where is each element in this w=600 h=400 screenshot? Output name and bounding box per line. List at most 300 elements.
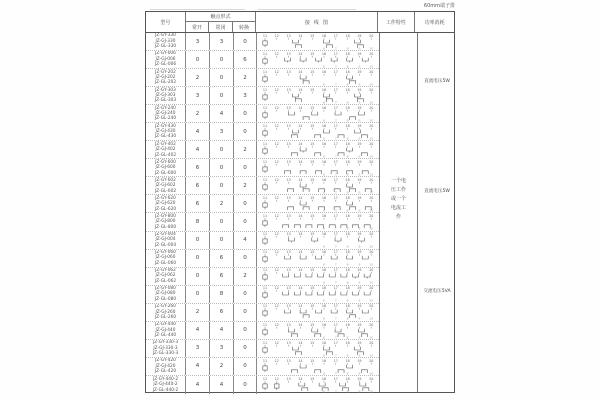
svg-text:9: 9 — [358, 335, 361, 339]
svg-text:7: 7 — [334, 335, 337, 339]
model-number: JZ-GY-430 — [155, 123, 176, 129]
svg-text:7: 7 — [334, 280, 337, 285]
model-number: JZ-GY-240 — [155, 105, 176, 111]
model-cell — [146, 250, 186, 267]
header-contact-form — [186, 12, 257, 32]
svg-text:9: 9 — [358, 316, 361, 321]
model-number: JZ-GY-620 — [155, 195, 176, 201]
svg-text:17: 17 — [333, 105, 338, 110]
svg-text:15: 15 — [310, 160, 315, 165]
svg-text:7: 7 — [334, 226, 337, 231]
svg-text:19: 19 — [357, 304, 362, 309]
model-number: JZ-GL-330-3 — [152, 351, 179, 357]
svg-text:14: 14 — [298, 105, 303, 110]
svg-text:9: 9 — [358, 100, 361, 105]
svg-text:10: 10 — [369, 389, 374, 394]
wiring-diagram — [257, 286, 379, 303]
svg-text:16: 16 — [321, 358, 327, 363]
count-normally-closed: 4 — [210, 105, 234, 122]
table-row — [146, 141, 379, 159]
svg-text:20: 20 — [369, 286, 374, 291]
model-number: JZ-GJ-420 — [155, 363, 176, 369]
svg-text:14: 14 — [298, 268, 303, 273]
wiring-diagram — [257, 177, 379, 194]
count-changeover: 0 — [234, 105, 257, 122]
svg-text:15: 15 — [310, 377, 315, 382]
count-changeover: 4 — [234, 232, 257, 249]
svg-text:10: 10 — [369, 46, 374, 51]
model-cell — [146, 69, 186, 86]
svg-text:9: 9 — [358, 64, 361, 69]
svg-text:8: 8 — [346, 64, 349, 69]
svg-text:14: 14 — [298, 33, 303, 38]
model-number: JZ-GY-260 — [155, 304, 176, 310]
model-number: JZ-GL-420 — [154, 369, 177, 375]
table-row — [146, 286, 379, 304]
count-normally-closed: 8 — [210, 286, 234, 303]
model-number: JZ-GJ-202 — [155, 74, 176, 80]
wiring-diagram — [257, 304, 379, 321]
model-number: JZ-GL-800 — [154, 224, 177, 230]
svg-text:20: 20 — [369, 87, 374, 92]
svg-text:14: 14 — [298, 142, 303, 147]
count-normally-closed: 4 — [210, 322, 234, 339]
svg-text:7: 7 — [334, 100, 337, 105]
wiring-diagram — [257, 340, 379, 357]
svg-text:17: 17 — [333, 358, 338, 363]
header-wiring-diagram: 接线图 — [256, 12, 377, 32]
svg-text:16: 16 — [321, 340, 327, 345]
svg-text:20: 20 — [369, 105, 374, 110]
svg-text:7: 7 — [334, 82, 337, 87]
svg-text:16: 16 — [321, 105, 327, 110]
model-number: JZ-GY-006 — [155, 51, 176, 57]
svg-text:6: 6 — [323, 46, 325, 51]
svg-text:18: 18 — [345, 250, 350, 255]
count-normally-closed: 0 — [210, 232, 234, 249]
svg-text:18: 18 — [345, 232, 350, 237]
svg-text:15: 15 — [310, 124, 315, 129]
svg-text:20: 20 — [369, 69, 374, 74]
svg-text:6: 6 — [323, 118, 325, 123]
svg-text:12: 12 — [274, 377, 279, 382]
svg-text:11: 11 — [262, 160, 268, 165]
svg-text:20: 20 — [369, 196, 374, 201]
svg-text:13: 13 — [286, 33, 291, 38]
model-number: JZ-GJ-303 — [155, 92, 176, 98]
table-row — [146, 340, 379, 358]
svg-text:6: 6 — [323, 371, 325, 375]
svg-text:12: 12 — [274, 304, 279, 309]
svg-text:9: 9 — [358, 353, 361, 357]
table-row — [146, 232, 379, 250]
svg-text:17: 17 — [333, 214, 338, 219]
svg-text:17: 17 — [333, 286, 338, 291]
terminal-size-label: 60mm端子排 — [423, 3, 455, 9]
model-cell — [146, 304, 186, 321]
count-changeover: 0 — [234, 358, 257, 375]
svg-text:10: 10 — [369, 82, 374, 87]
svg-text:15: 15 — [310, 105, 315, 110]
svg-text:12: 12 — [274, 142, 279, 147]
svg-text:14: 14 — [298, 340, 303, 345]
svg-text:10: 10 — [369, 335, 374, 339]
svg-text:19: 19 — [357, 87, 362, 92]
count-normally-open: 4 — [186, 322, 210, 339]
svg-text:7: 7 — [334, 244, 337, 249]
svg-text:8: 8 — [346, 208, 349, 213]
svg-text:17: 17 — [333, 160, 338, 165]
model-number: JZ-GJ-004 — [155, 237, 176, 243]
svg-text:13: 13 — [286, 160, 291, 165]
model-cell — [146, 159, 186, 176]
svg-text:10: 10 — [369, 172, 374, 177]
count-changeover: 2 — [234, 177, 257, 194]
svg-text:7: 7 — [334, 371, 337, 375]
count-changeover: 2 — [234, 268, 257, 285]
svg-text:18: 18 — [345, 33, 350, 38]
svg-text:15: 15 — [310, 304, 315, 309]
svg-text:8: 8 — [346, 172, 349, 177]
svg-text:8: 8 — [346, 353, 349, 357]
header-changeover: 转换 — [239, 24, 250, 31]
header-contact-sub — [186, 22, 256, 32]
svg-text:17: 17 — [333, 268, 338, 273]
count-changeover: 0 — [234, 195, 257, 212]
svg-text:20: 20 — [369, 322, 374, 327]
svg-text:17: 17 — [333, 69, 338, 74]
svg-text:16: 16 — [321, 124, 327, 129]
header-working-characteristics: 工作特性 — [378, 12, 416, 32]
svg-text:15: 15 — [310, 286, 315, 291]
model-cell — [146, 268, 186, 285]
svg-text:7: 7 — [334, 262, 337, 267]
svg-text:11: 11 — [262, 304, 268, 309]
svg-text:14: 14 — [298, 304, 303, 309]
count-normally-closed: 0 — [210, 69, 234, 86]
svg-text:19: 19 — [357, 340, 362, 345]
svg-text:8: 8 — [346, 100, 349, 105]
count-normally-open: 4 — [186, 358, 210, 375]
count-normally-open: 8 — [186, 213, 210, 230]
count-normally-closed: 2 — [210, 195, 234, 212]
model-number: JZ-GL-402 — [154, 152, 177, 158]
svg-text:6: 6 — [323, 82, 325, 87]
count-normally-open: 2 — [186, 69, 210, 86]
table-row — [146, 268, 379, 286]
svg-text:16: 16 — [321, 322, 327, 327]
model-number: JZ-GY-303 — [155, 87, 176, 93]
model-number: JZ-GY-202 — [155, 69, 176, 75]
svg-text:14: 14 — [298, 51, 303, 56]
count-normally-open: 0 — [186, 51, 210, 68]
svg-text:6: 6 — [323, 154, 325, 159]
svg-text:8: 8 — [346, 136, 349, 141]
model-cell — [146, 177, 186, 194]
count-changeover: 0 — [234, 33, 257, 50]
svg-text:6: 6 — [323, 298, 325, 303]
svg-text:13: 13 — [286, 178, 291, 183]
svg-text:12: 12 — [274, 160, 279, 165]
svg-text:16: 16 — [321, 232, 327, 237]
svg-text:19: 19 — [357, 377, 362, 382]
wiring-diagram — [257, 376, 379, 394]
svg-text:10: 10 — [369, 244, 374, 249]
svg-text:13: 13 — [286, 69, 291, 74]
svg-text:16: 16 — [321, 268, 327, 273]
count-normally-open: 0 — [186, 232, 210, 249]
model-number: JZ-GL-440-2 — [152, 387, 179, 393]
svg-text:7: 7 — [334, 353, 337, 357]
svg-text:14: 14 — [298, 250, 303, 255]
wiring-diagram — [257, 33, 379, 50]
svg-text:18: 18 — [345, 286, 350, 291]
svg-text:11: 11 — [262, 196, 268, 201]
svg-text:14: 14 — [298, 160, 303, 165]
svg-text:13: 13 — [286, 340, 291, 345]
svg-text:9: 9 — [358, 190, 361, 195]
svg-text:18: 18 — [345, 105, 350, 110]
header-contact-form-label: 触点形式 — [186, 12, 256, 22]
count-changeover: 0 — [234, 322, 257, 339]
svg-text:7: 7 — [334, 46, 337, 51]
svg-text:12: 12 — [274, 33, 279, 38]
model-number: JZ-GL-060 — [154, 260, 177, 266]
table-row — [146, 304, 379, 322]
svg-text:11: 11 — [262, 69, 268, 74]
svg-text:14: 14 — [298, 69, 303, 74]
table-row — [146, 195, 379, 213]
wiring-diagram — [257, 250, 379, 267]
count-normally-closed: 6 — [210, 268, 234, 285]
model-number: JZ-GJ-080 — [155, 291, 176, 297]
table-row — [146, 33, 379, 51]
model-number: JZ-GL-062 — [154, 278, 177, 284]
svg-text:19: 19 — [357, 232, 362, 237]
svg-text:8: 8 — [346, 262, 349, 267]
model-cell — [146, 213, 186, 230]
svg-text:13: 13 — [286, 232, 291, 237]
model-number: JZ-GY-440 — [155, 322, 176, 328]
svg-text:10: 10 — [369, 136, 374, 141]
svg-text:18: 18 — [345, 340, 350, 345]
svg-text:13: 13 — [286, 304, 291, 309]
wiring-diagram — [257, 105, 379, 122]
svg-text:16: 16 — [321, 304, 327, 309]
svg-text:16: 16 — [321, 33, 327, 38]
svg-text:13: 13 — [286, 286, 291, 291]
model-cell — [146, 105, 186, 122]
svg-text:18: 18 — [345, 87, 350, 92]
svg-text:9: 9 — [358, 208, 361, 213]
count-normally-closed: 0 — [210, 141, 234, 158]
model-number: JZ-GL-006 — [154, 62, 177, 68]
svg-text:7: 7 — [334, 190, 337, 195]
svg-text:9: 9 — [358, 226, 361, 231]
power-note-dc-2: 直流电压5W — [424, 189, 450, 194]
svg-text:10: 10 — [369, 353, 374, 357]
svg-text:15: 15 — [310, 268, 315, 273]
model-number: JZ-GJ-620 — [155, 201, 176, 207]
model-cell — [146, 33, 186, 50]
svg-text:6: 6 — [323, 208, 325, 213]
svg-text:12: 12 — [274, 196, 279, 201]
svg-text:15: 15 — [310, 214, 315, 219]
svg-text:19: 19 — [357, 322, 362, 327]
svg-text:15: 15 — [310, 250, 315, 255]
svg-text:6: 6 — [323, 353, 325, 357]
wiring-diagram — [257, 87, 379, 104]
model-number: JZ-GY-330 — [155, 33, 176, 39]
svg-text:20: 20 — [369, 142, 374, 147]
svg-text:13: 13 — [286, 87, 291, 92]
svg-text:11: 11 — [262, 250, 268, 255]
svg-text:16: 16 — [321, 178, 327, 183]
svg-text:20: 20 — [369, 304, 374, 309]
svg-text:8: 8 — [346, 226, 349, 231]
table-row — [146, 123, 379, 141]
svg-text:7: 7 — [334, 154, 337, 159]
model-number: JZ-GJ-006 — [155, 56, 176, 62]
svg-text:13: 13 — [286, 196, 291, 201]
svg-text:10: 10 — [369, 154, 374, 159]
model-cell — [146, 87, 186, 104]
svg-text:20: 20 — [369, 268, 374, 273]
svg-text:9: 9 — [358, 262, 361, 267]
model-number: JZ-GJ-602 — [155, 183, 176, 189]
svg-text:16: 16 — [321, 196, 327, 201]
svg-text:14: 14 — [298, 124, 303, 129]
svg-text:17: 17 — [333, 87, 338, 92]
svg-text:9: 9 — [358, 172, 361, 177]
svg-text:17: 17 — [333, 178, 338, 183]
svg-text:10: 10 — [369, 64, 374, 69]
svg-text:10: 10 — [369, 226, 374, 231]
table-row — [146, 159, 379, 177]
model-number: JZ-GJ-402 — [155, 147, 176, 153]
count-normally-open: 2 — [186, 304, 210, 321]
count-normally-closed: 6 — [210, 250, 234, 267]
svg-text:12: 12 — [274, 286, 279, 291]
svg-text:19: 19 — [357, 178, 362, 183]
svg-text:20: 20 — [369, 160, 374, 165]
svg-text:9: 9 — [358, 244, 361, 249]
svg-text:11: 11 — [262, 33, 268, 38]
table-row — [146, 322, 379, 340]
svg-text:9: 9 — [358, 389, 361, 394]
model-cell — [146, 141, 186, 158]
svg-text:16: 16 — [321, 250, 327, 255]
svg-text:18: 18 — [345, 214, 350, 219]
svg-text:19: 19 — [357, 69, 362, 74]
svg-text:17: 17 — [333, 51, 338, 56]
wiring-diagram — [257, 322, 379, 339]
svg-text:19: 19 — [357, 160, 362, 165]
svg-text:11: 11 — [262, 358, 268, 363]
svg-text:19: 19 — [357, 250, 362, 255]
svg-text:18: 18 — [345, 304, 350, 309]
model-number: JZ-GJ-260 — [155, 309, 176, 315]
svg-text:12: 12 — [274, 340, 279, 345]
svg-text:18: 18 — [345, 51, 350, 56]
svg-text:8: 8 — [346, 244, 349, 249]
svg-text:13: 13 — [286, 268, 291, 273]
table-row — [146, 51, 379, 69]
svg-text:8: 8 — [346, 298, 349, 303]
svg-text:19: 19 — [357, 358, 362, 363]
count-changeover: 6 — [234, 51, 257, 68]
wiring-diagram — [257, 141, 379, 158]
svg-text:18: 18 — [345, 358, 350, 363]
count-normally-open: 4 — [186, 376, 210, 394]
wiring-diagram — [257, 268, 379, 285]
svg-text:17: 17 — [333, 196, 338, 201]
power-consumption-column — [417, 33, 456, 392]
svg-text:17: 17 — [333, 124, 338, 129]
model-number: JZ-GL-004 — [154, 242, 177, 248]
svg-text:8: 8 — [346, 316, 349, 321]
count-normally-closed: 0 — [210, 177, 234, 194]
svg-text:12: 12 — [274, 214, 279, 219]
count-changeover: 0 — [234, 304, 257, 321]
svg-text:11: 11 — [262, 178, 268, 183]
svg-text:6: 6 — [323, 136, 325, 141]
header-power-consumption: 功率消耗 — [424, 19, 445, 26]
svg-text:14: 14 — [298, 178, 303, 183]
svg-text:7: 7 — [334, 136, 337, 141]
svg-text:15: 15 — [310, 232, 315, 237]
svg-text:11: 11 — [262, 232, 268, 237]
count-changeover: 0 — [234, 123, 257, 140]
svg-text:20: 20 — [369, 340, 374, 345]
svg-text:15: 15 — [310, 33, 315, 38]
svg-text:11: 11 — [262, 322, 268, 327]
svg-text:10: 10 — [369, 298, 374, 303]
count-normally-open: 3 — [186, 33, 210, 50]
table-body — [146, 33, 454, 392]
model-number: JZ-GY-600 — [155, 159, 176, 165]
svg-text:18: 18 — [345, 124, 350, 129]
svg-text:6: 6 — [323, 389, 325, 394]
working-characteristics-column — [379, 33, 417, 392]
svg-text:16: 16 — [321, 51, 327, 56]
svg-text:18: 18 — [345, 322, 350, 327]
header-model: 型号 — [146, 12, 186, 32]
svg-text:13: 13 — [286, 105, 291, 110]
svg-text:11: 11 — [262, 124, 268, 129]
svg-text:10: 10 — [369, 118, 374, 123]
model-number: JZ-GY-062 — [155, 268, 176, 274]
svg-text:12: 12 — [274, 124, 279, 129]
svg-text:15: 15 — [310, 196, 315, 201]
svg-text:20: 20 — [369, 377, 374, 382]
power-note-ac: 交流电压5VA — [423, 289, 451, 294]
svg-text:9: 9 — [358, 82, 361, 87]
model-number: JZ-GL-260 — [154, 314, 177, 320]
wiring-diagram — [257, 123, 379, 140]
count-normally-open: 0 — [186, 268, 210, 285]
count-normally-open: 6 — [186, 177, 210, 194]
count-normally-open: 3 — [186, 340, 210, 357]
count-changeover: 0 — [234, 286, 257, 303]
svg-text:8: 8 — [346, 82, 349, 87]
svg-text:18: 18 — [345, 377, 350, 382]
svg-text:9: 9 — [358, 298, 361, 303]
svg-text:20: 20 — [369, 33, 374, 38]
svg-text:10: 10 — [369, 190, 374, 195]
model-cell — [146, 322, 186, 339]
count-normally-open: 4 — [186, 123, 210, 140]
